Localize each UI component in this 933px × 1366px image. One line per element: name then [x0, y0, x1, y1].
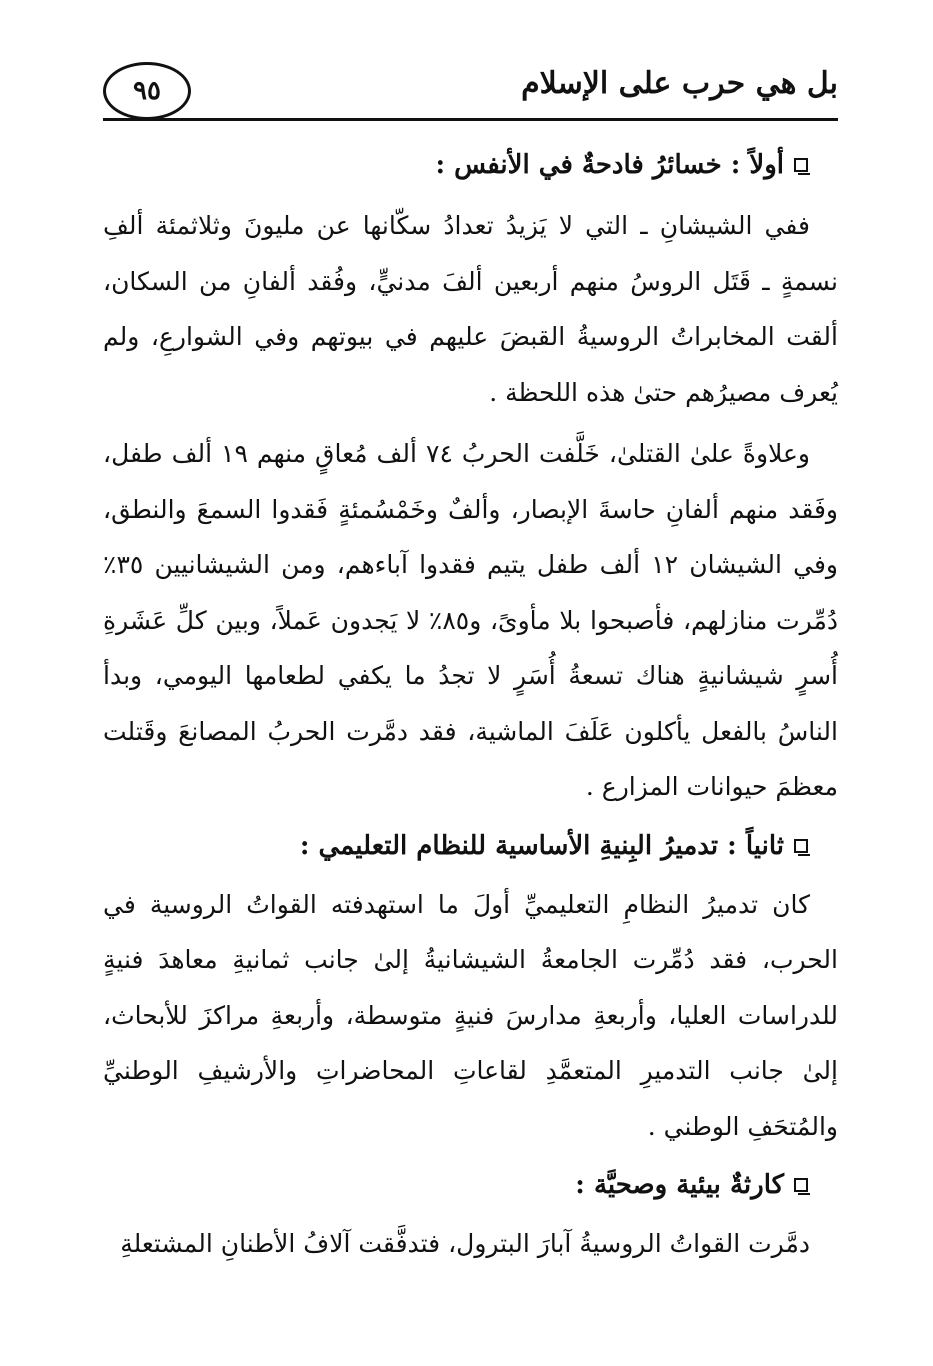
square-bullet-icon	[794, 839, 808, 853]
page-number-text: ٩٥	[133, 76, 161, 106]
paragraph: كان تدميرُ النظامِ التعليميِّ أولَ ما استهدفته القواتُ الروسية في الحرب، فقد دُمِّرت الجامعةُ الشيشانيةُ إلىٰ جانب ثمانيةِ معاهدَ فنيةٍ للدراسات العليا، وأربعةِ مدارسَ فنيةٍ متوسطة، وأربعةِ مراكزَ للأبحاث، إلىٰ جانب التدميرِ المتعمَّدِ لقاعاتِ المحاضراتِ والأرشيفِ الوطنيِّ والمُتحَفِ الوطني .	[103, 889, 838, 1141]
header-rule	[103, 118, 838, 121]
section-heading-1	[103, 140, 808, 190]
section-heading-text: ثانياً : تدميرُ البِنيةِ الأساسية للنظام التعليمي :	[299, 830, 784, 861]
section-heading-2	[103, 821, 808, 871]
square-bullet-icon	[794, 158, 808, 172]
paragraph: ففي الشيشانِ ـ التي لا يَزيدُ تعدادُ سكّانها عن مليونَ وثلاثمئة ألفِ نسمةٍ ـ قَتَل الروسُ منهم أربعين ألفَ مدنيٍّ، وفُقد ألفانِ من السكان، ألقت المخابراتُ الروسيةُ القبضَ عليهم في بيوتهم وفي الشوارعِ، ولم يُعرف مصيرُهم حتىٰ هذه اللحظة .	[103, 211, 838, 407]
section-heading-text: كارثةٌ بيئية وصحيَّة :	[575, 1170, 784, 1200]
body-text	[103, 140, 838, 1278]
paragraph: دمَّرت القواتُ الروسيةُ آبارَ البترول، فتدفَّقت آلافُ الأطنانِ المشتعلةِ	[120, 1229, 810, 1258]
paragraph: وعلاوةً علىٰ القتلىٰ، خَلَّفت الحربُ ٧٤ ألف مُعاقٍ منهم ١٩ ألف طفل، وفَقد منهم ألفانِ حاسةَ الإبصار، وألفٌ وخَمْسُمئةٍ فَقدوا السمعَ والنطق، وفي الشيشان ١٢ ألف طفل يتيم فقدوا آباءهم، ومن الشيشانيين ٣٥٪ دُمِّرت منازلهم، فأصبحوا بلا مأوىً، و٨٥٪ لا يَجدون عَملاً، وبين كلِّ عَشَرةِ أُسرٍ شيشانيةٍ هناك تسعةُ أُسَرٍ لا تجدُ ما يكفي لطعامها اليومي، وبدأ الناسُ بالفعل يأكلون عَلَفَ الماشية، فقد دمَّرت الحربُ المصانعَ وقَتلت معظمَ حيوانات المزارع .	[103, 439, 839, 801]
running-title: بل هي حرب على الإسلام	[521, 66, 838, 101]
section-heading-text: أولاً : خسائرُ فادحةٌ في الأنفس :	[435, 150, 784, 180]
section-heading-3	[103, 1160, 808, 1210]
page-number	[103, 62, 191, 120]
square-bullet-icon	[794, 1178, 808, 1192]
